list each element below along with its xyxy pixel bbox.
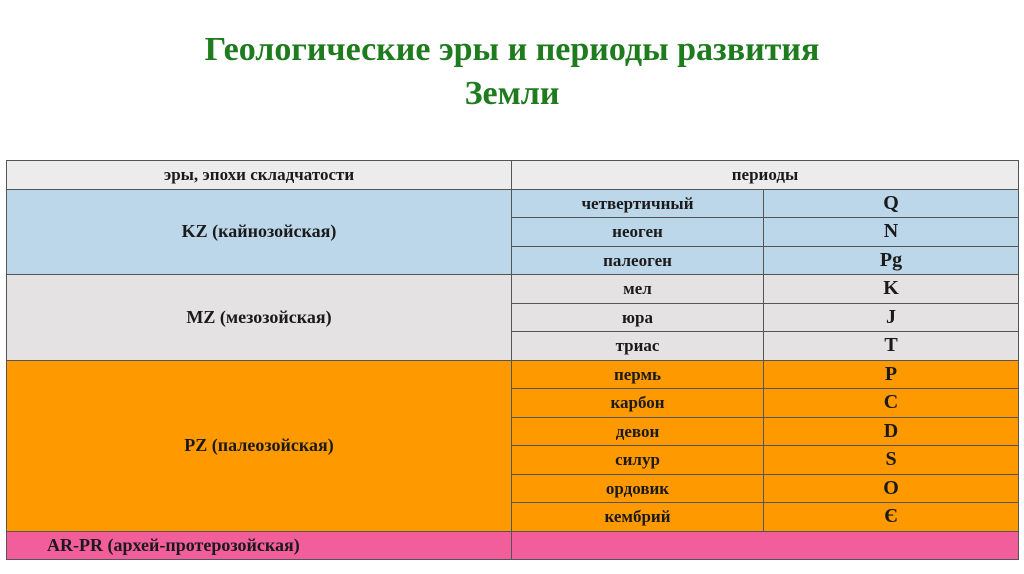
period-code: Є <box>764 503 1019 532</box>
period-name: пермь <box>512 360 764 389</box>
period-name: силур <box>512 446 764 475</box>
table-row <box>7 189 1019 218</box>
empty-period-cell <box>512 531 1019 560</box>
header-periods: периоды <box>512 161 1019 190</box>
title-line-2: Земли <box>464 75 560 112</box>
period-name: триас <box>512 332 764 361</box>
period-code: J <box>764 303 1019 332</box>
table-row <box>7 531 1019 560</box>
era-pz <box>7 360 512 531</box>
era-ar-pr <box>7 531 512 560</box>
era-label: PZ (палеозойская) <box>184 435 334 455</box>
period-name: ордовик <box>512 474 764 503</box>
table-row <box>7 275 1019 304</box>
period-name: юра <box>512 303 764 332</box>
period-code: O <box>764 474 1019 503</box>
period-name: мел <box>512 275 764 304</box>
title-line-1: Геологические эры и периоды развития <box>204 31 820 68</box>
era-label: AR-PR (архей-протерозойская) <box>47 534 300 555</box>
period-code: K <box>764 275 1019 304</box>
period-code: P <box>764 360 1019 389</box>
period-code: D <box>764 417 1019 446</box>
header-eras: эры, эпохи складчатости <box>7 161 512 190</box>
era-label: MZ (мезозойская) <box>186 306 332 327</box>
era-kz <box>7 189 512 275</box>
period-name: четвертичный <box>512 189 764 218</box>
table-row <box>7 360 1019 389</box>
geological-periods-table <box>6 160 1019 560</box>
period-code: N <box>764 218 1019 247</box>
era-mz <box>7 275 512 361</box>
page-title <box>0 28 1024 116</box>
period-name: кембрий <box>512 503 764 532</box>
table-header-row <box>7 161 1019 190</box>
period-name: неоген <box>512 218 764 247</box>
period-code: Pg <box>764 246 1019 275</box>
period-code: Q <box>764 189 1019 218</box>
period-code: C <box>764 389 1019 418</box>
era-label: KZ (кайнозойская) <box>181 221 337 242</box>
period-code: S <box>764 446 1019 475</box>
period-code: T <box>764 332 1019 361</box>
period-name: девон <box>512 417 764 446</box>
period-name: карбон <box>512 389 764 418</box>
period-name: палеоген <box>512 246 764 275</box>
